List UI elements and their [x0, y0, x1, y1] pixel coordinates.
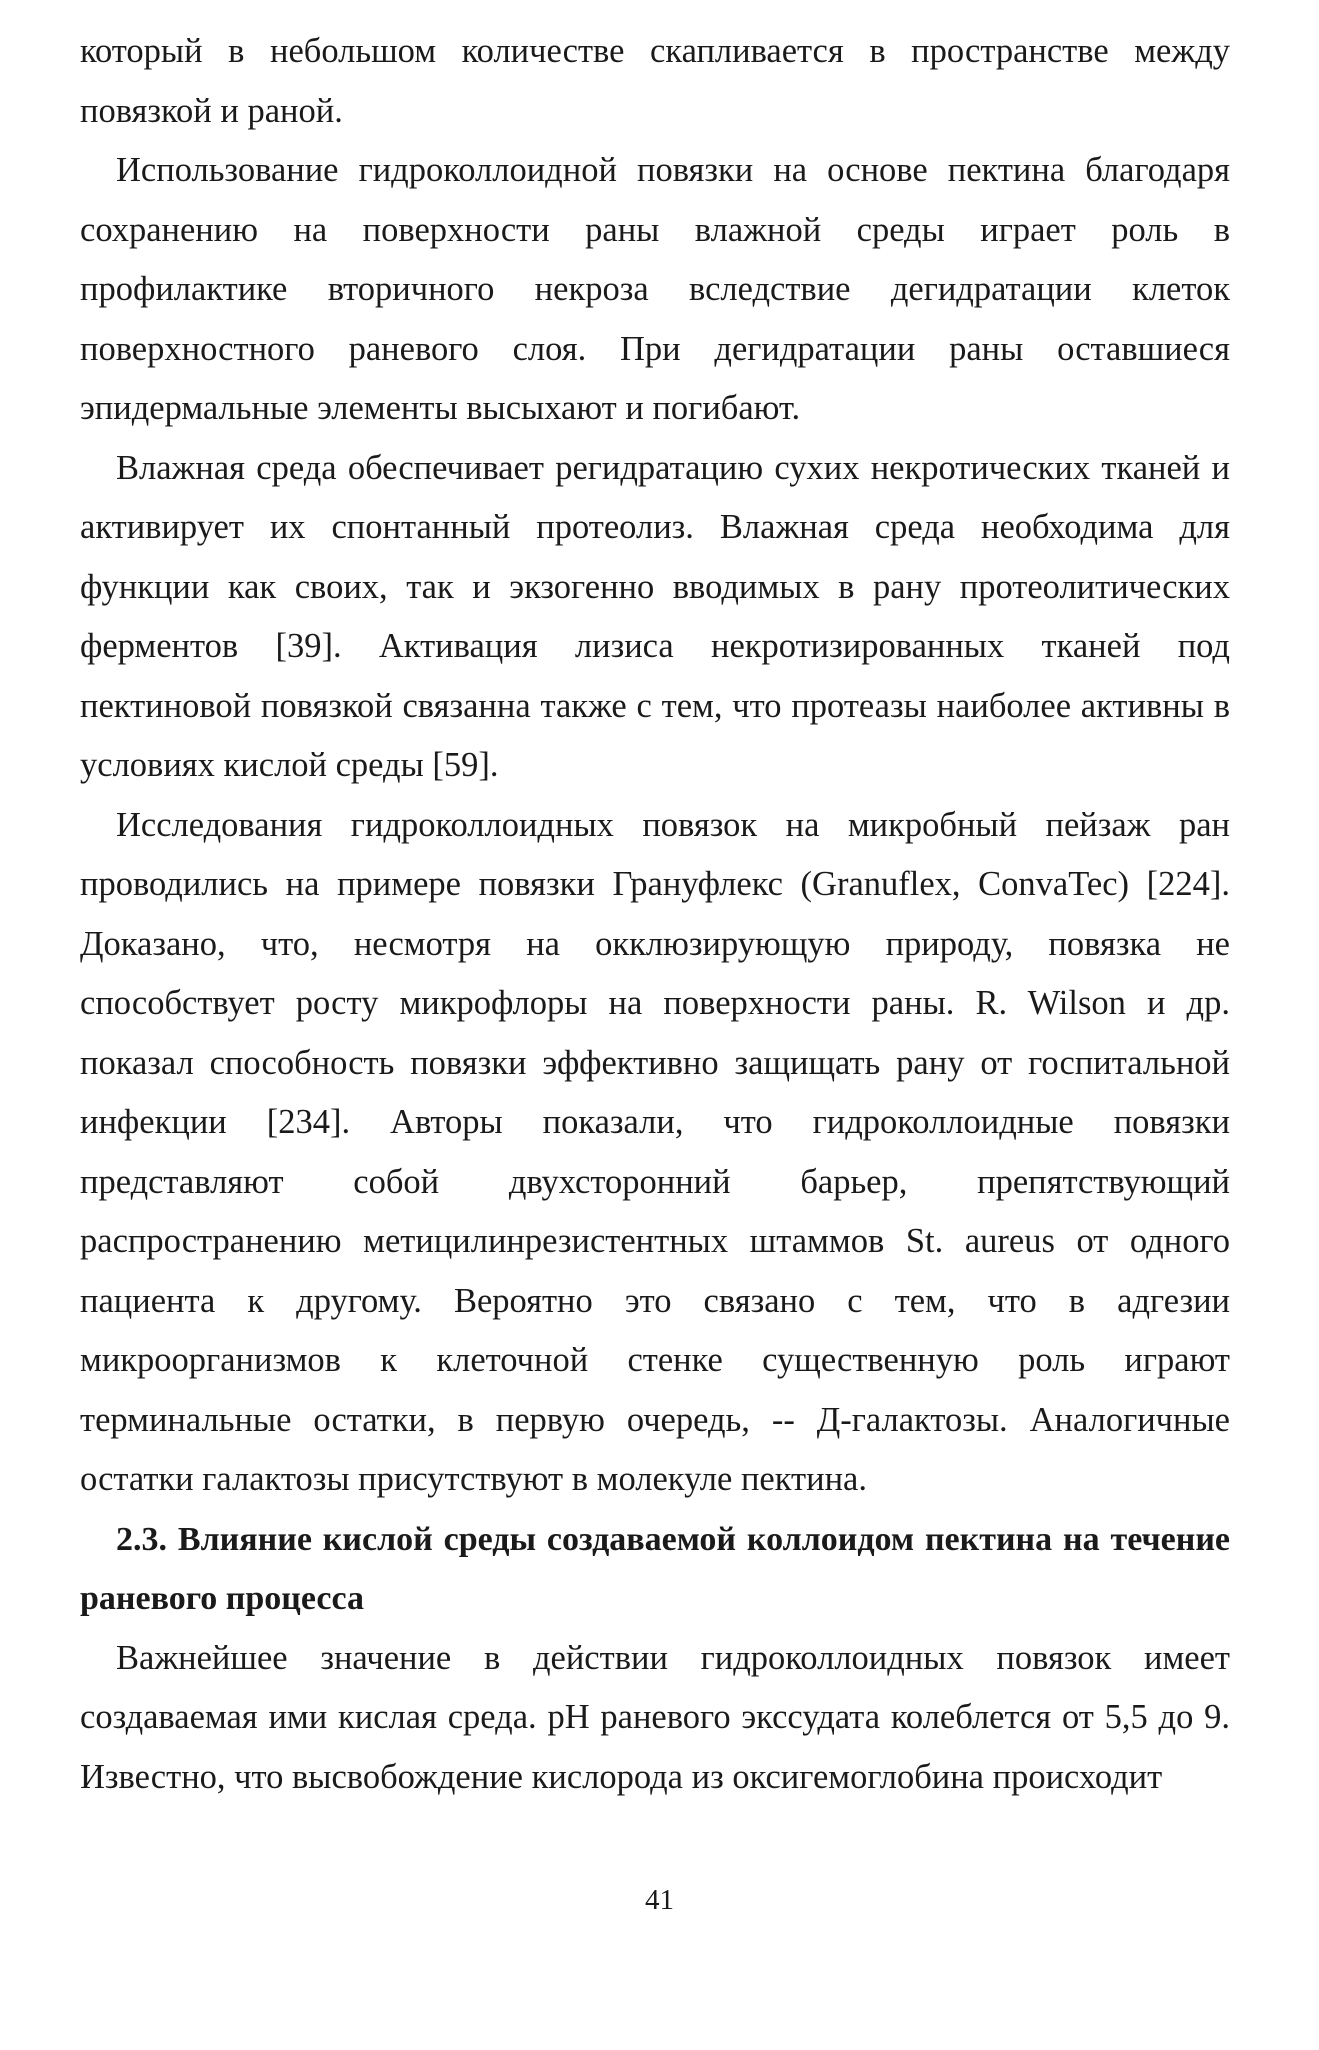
paragraph-rehydration: Влажная среда обеспечивает регидратацию сухих некротических тканей и активирует их спонтанный протеолиз. Влажная среда необходима для функции как своих, так и экзогенно вводимых в рану протеолитических ферментов [39]. Активация лизиса некротизированных тканей под пектиновой повязкой связанна также с тем, что протеазы наиболее активны в условиях кислой среды [59].	[80, 448, 1230, 784]
section-heading: 2.3. Влияние кислой среды создаваемой коллоидом пектина на течение раневого процесса	[80, 1520, 1230, 1617]
document-page	[80, 22, 1230, 1807]
paragraph-continuation: который в небольшом количестве скапливается в пространстве между повязкой и раной.	[80, 32, 1230, 130]
page-number: 41	[645, 1884, 674, 1916]
paragraph-microbial-studies: Исследования гидроколлоидных повязок на микробный пейзаж ран проводились на примере повязки Грануфлекс (Granuflex, ConvaTec) [224]. Доказано, что, несмотря на окклюзирующую природу, повязка не способствует росту микрофлоры на поверхности раны. R. Wilson и др. показал способность повязки эффективно защищать рану от госпитальной инфекции [234]. Авторы показали, что гидроколлоидные повязки представляют собой двухсторонний барьер, препятствующий распространению метицилинрезистентных штаммов St. aureus от одного пациента к другому. Вероятно это связано с тем, что в адгезии микроорганизмов к клеточной стенке существенную роль играют терминальные остатки, в первую очередь, -- Д-галактозы. Аналогичные остатки галактозы присутствуют в молекуле пектина.	[80, 805, 1230, 1498]
paragraph-moist-environment: Использование гидроколлоидной повязки на основе пектина благодаря сохранению на поверхности раны влажной среды играет роль в профилактике вторичного некроза вследствие дегидратации клеток поверхностного раневого слоя. При дегидратации раны оставшиеся эпидермальные элементы высыхают и погибают.	[80, 151, 1230, 427]
paragraph-acidic-environment: Важнейшее значение в действии гидроколлоидных повязок имеет создаваемая ими кислая среда. pH раневого экссудата колеблется от 5,5 до 9. Известно, что высвобождение кислорода из оксигемоглобина происходит	[80, 1638, 1230, 1796]
